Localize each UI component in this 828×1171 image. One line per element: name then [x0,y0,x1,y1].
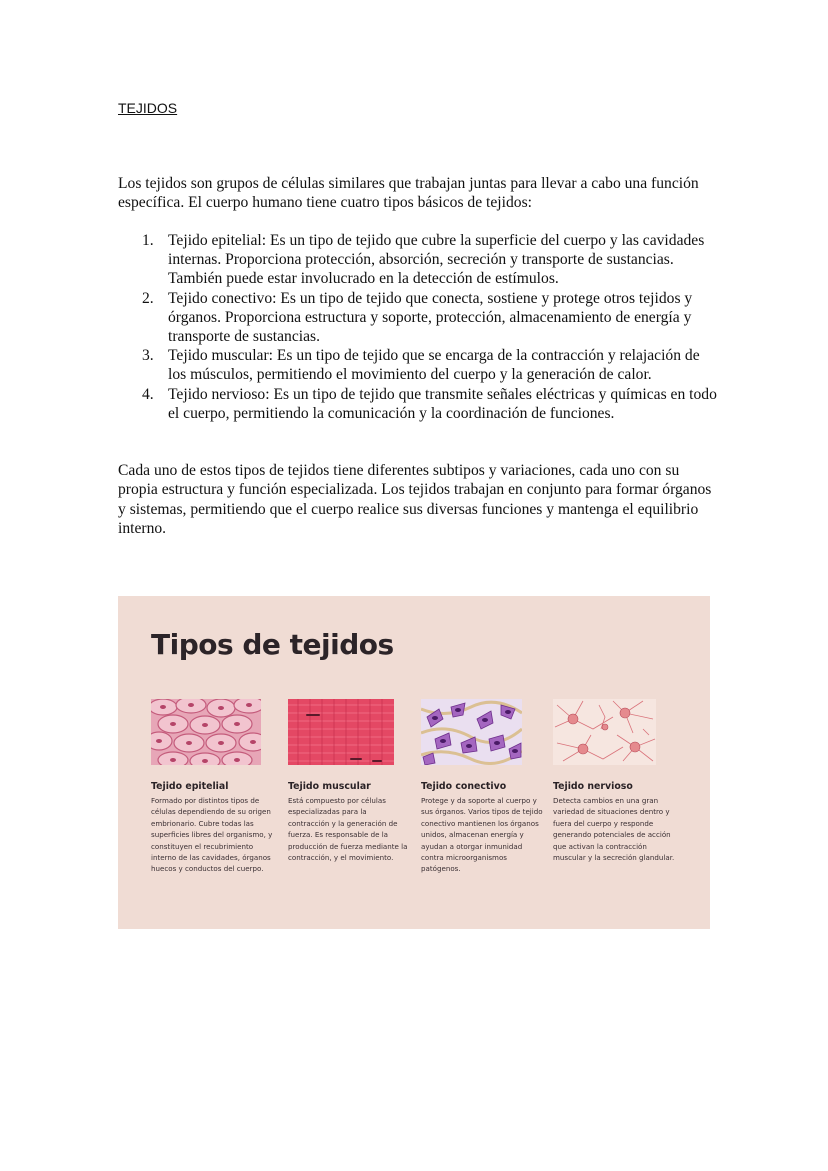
list-number: 4. [142,385,154,403]
nervous-tissue-image [553,699,656,765]
card-description: Formado por distintos tipos de células dependiendo de su origen embrionario. Cubre todas las superficies libres del organismo, y constituyen el recubrimiento interno de las cavidades, órganos huecos y conductos del cuerpo. [151,796,273,874]
list-item [118,385,718,423]
card-connective [421,699,549,875]
card-title: Tejido conectivo [421,781,507,792]
list-text: Tejido muscular: Es un tipo de tejido que se encarga de la contracción y relajación de los músculos, permitiendo el movimiento del cuerpo y la generación de calor. [168,347,700,384]
card-muscle [288,699,416,863]
card-title: Tejido epitelial [151,781,229,792]
card-description: Detecta cambios en una gran variedad de situaciones dentro y fuera del cuerpo y responde generando potenciales de acción que activan la contracción muscular y la secreción glandular. [553,796,675,863]
card-description: Está compuesto por células especializadas para la contracción y la generación de fuerza. Es responsable de la producción de fuerza mediante la contracción, y el movimiento. [288,796,408,863]
infographic-title: Tipos de tejidos [151,628,394,661]
list-item [118,289,718,347]
connective-tissue-image [421,699,522,765]
intro-paragraph: Los tejidos son grupos de células similares que trabajan juntas para llevar a cabo una función específica. El cuerpo humano tiene cuatro tipos básicos de tejidos: [118,175,699,212]
list-item [118,231,718,289]
card-nervous [553,699,681,863]
tissue-list [118,231,718,423]
card-title: Tejido nervioso [553,781,633,792]
list-text: Tejido nervioso: Es un tipo de tejido que transmite señales eléctricas y químicas en todo el cuerpo, permitiendo la comunicación y la coordinación de funciones. [168,385,717,422]
card-epithelial [151,699,279,875]
list-text: Tejido epitelial: Es un tipo de tejido que cubre la superficie del cuerpo y las cavidades internas. Proporciona protección, absorción, secreción y transporte de sustancias. También puede estar involucrado en la detección de estímulos. [168,232,705,288]
muscle-tissue-image [288,699,394,765]
card-description: Protege y da soporte al cuerpo y sus órganos. Varios tipos de tejido conectivo mantienen los órganos unidos, almacenan energía y ayudan a otorgar inmunidad contra microorganismos patógenos. [421,796,543,874]
list-number: 2. [142,289,154,307]
list-number: 3. [142,347,154,365]
epithelial-tissue-image [151,699,261,765]
list-text: Tejido conectivo: Es un tipo de tejido que conecta, sostiene y protege otros tejidos y órganos. Proporciona estructura y soporte, protección, almacenamiento de energía y transporte de sustancias. [168,289,693,346]
list-item [118,346,718,384]
page-heading: TEJIDOS [118,100,178,116]
outro-paragraph: Cada uno de estos tipos de tejidos tiene diferentes subtipos y variaciones, cada uno con su propia estructura y función especializada. Los tejidos trabajan en conjunto para formar órganos y sistemas, permitiendo que el cuerpo realice sus diversas funciones y mantenga el equilibrio interno. [118,462,712,538]
card-title: Tejido muscular [288,781,371,792]
list-number: 1. [142,232,154,249]
tissue-types-infographic [118,596,710,929]
